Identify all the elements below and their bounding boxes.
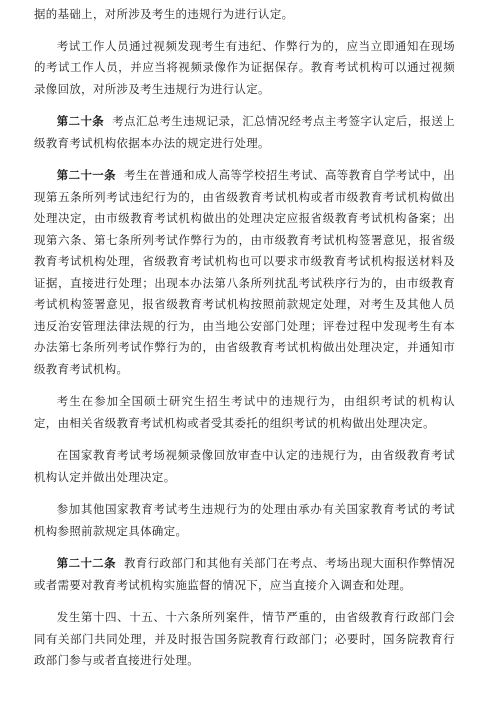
- paragraph-text: 据的基础上，对所涉及考生的违规行为进行认定。: [34, 7, 294, 21]
- paragraph-text: 在国家教育考试考场视频录像回放审查中认定的违规行为，由省级教育考试机构认定并做出处理决定。: [34, 448, 455, 484]
- paragraph-other-exams: [34, 499, 455, 542]
- paragraph-graduate-exam: [34, 391, 455, 434]
- paragraph-text: 考生在普通和成人高等学校招生考试、高等教育自学考试中，出现第五条所列考试违纪行为的，由省级教育考试机构或者市级教育考试机构做出处理决定，由市级教育考试机构做出的处理决定应报省级教育考试机构备案；出现第六条、第七条所列考试作弊行为的，由市级教育考试机构签署意见，报省级教育考试机构处理，省级教育考试机构也可以要求市级教育考试机构报送材料及证据，直接进行处理；出现本办法第八条所列扰乱考试秩序行为的，由市级教育考试机构签署意见，报省级教育考试机构按照前款规定处理，对考生及其他人员违反治安管理法律法规的行为，由当地公安部门处理；评卷过程中发现考生有本办法第七条所列考试作弊行为的，由省级教育考试机构做出处理决定，并通知市级教育考试机构。: [34, 168, 455, 376]
- paragraph-text: 考生在参加全国硕士研究生招生考试中的违规行为，由组织考试的机构认定，由相关省级教育考试机构或者受其委托的组织考试的机构做出处理决定。: [34, 394, 455, 430]
- paragraph-text: 参加其他国家教育考试考生违规行为的处理由承办有关国家教育考试的考试机构参照前款规定具体确定。: [34, 502, 455, 538]
- paragraph-video-review: [34, 445, 455, 488]
- paragraph-text: 教育行政部门和其他有关部门在考点、考场出现大面积作弊情况或者需要对教育考试机构实施监督的情况下，应当直接介入调查和处理。: [34, 556, 455, 592]
- article-22: [34, 553, 455, 596]
- paragraph-serious-cases: [34, 607, 455, 672]
- paragraph-continuation: [34, 4, 455, 26]
- paragraph-text: 考试工作人员通过视频发现考生有违纪、作弊行为的，应当立即通知在现场的考试工作人员，并应当将视频录像作为证据保存。教育考试机构可以通过视频录像回放，对所涉及考生违规行为进行认定。: [34, 38, 455, 96]
- paragraph-text: 发生第十四、十五、十六条所列案件，情节严重的，由省级教育行政部门会同有关部门共同处理，并及时报告国务院教育行政部门；必要时，国务院教育行政部门参与或者直接进行处理。: [34, 610, 455, 667]
- article-number: 第二十一条: [56, 168, 116, 182]
- article-21: [34, 165, 455, 380]
- article-20: [34, 111, 455, 154]
- paragraph-video-violation: [34, 36, 455, 101]
- paragraph-text: 考点汇总考生违规记录，汇总情况经考点主考签字认定后，报送上级教育考试机构依据本办法的规定进行处理。: [34, 114, 455, 150]
- article-number: 第二十二条: [56, 556, 116, 570]
- article-number: 第二十条: [56, 114, 105, 128]
